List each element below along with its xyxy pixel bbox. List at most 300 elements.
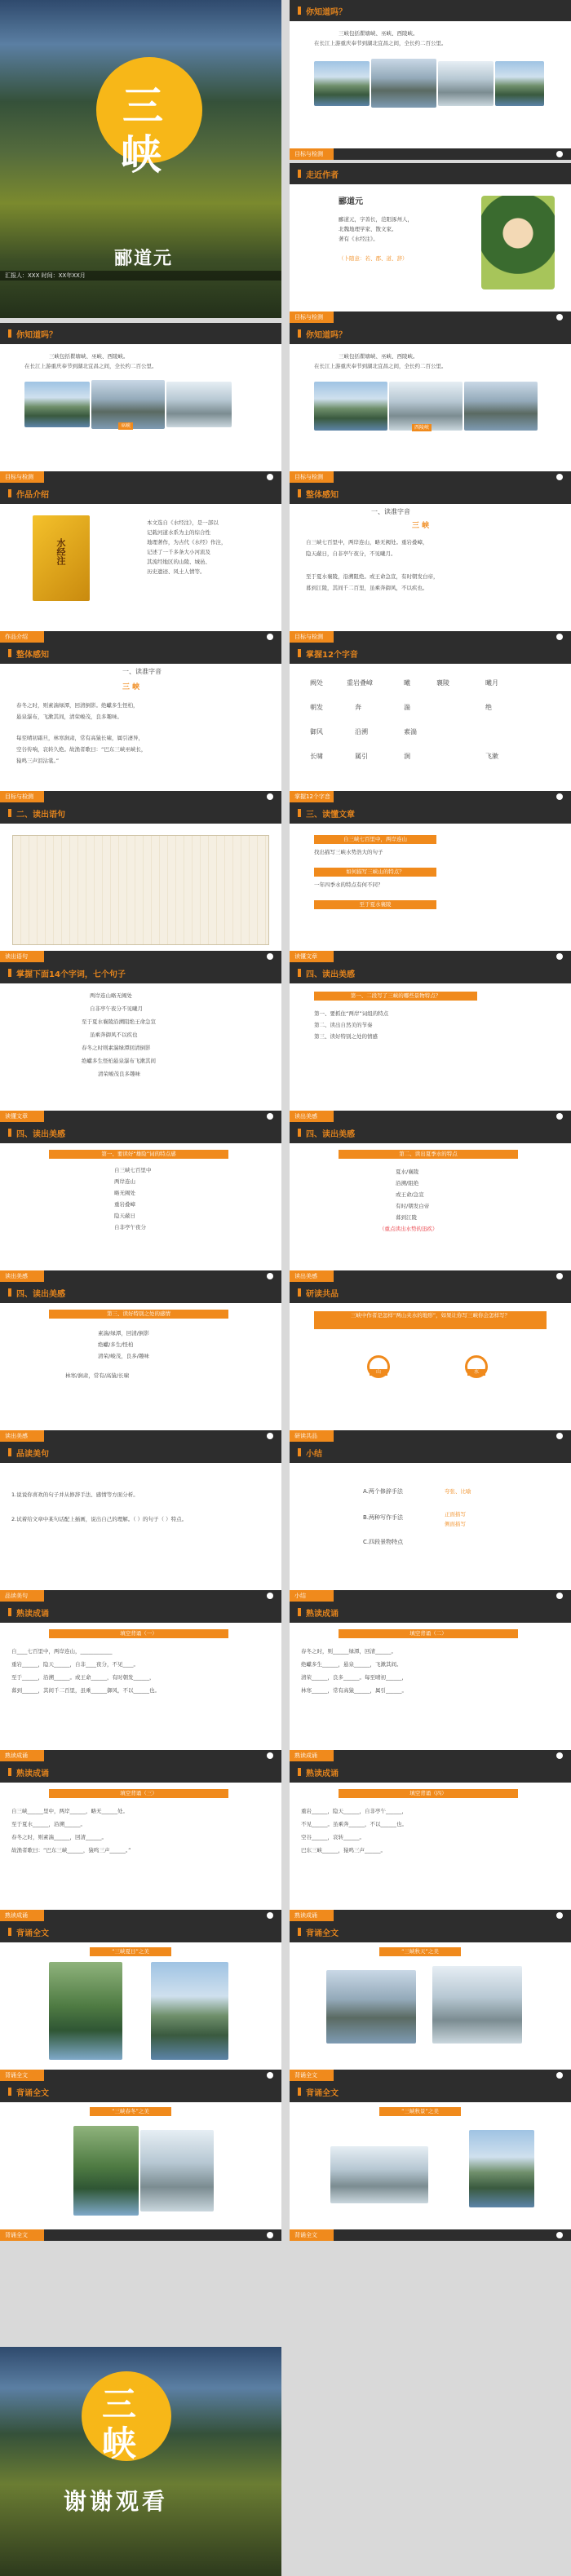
footer-chip: 读出美感 xyxy=(0,1270,44,1282)
slide-title: 作品介绍 xyxy=(16,491,49,500)
author-line: 著有《水经注》。 xyxy=(339,236,378,242)
text-line: 自三峡七百里中，两岸连山，略无阙处。重岩叠嶂， xyxy=(306,539,428,546)
end-slide xyxy=(0,2347,281,2576)
footer-chip: 熟读成诵 xyxy=(0,1750,44,1761)
slide-footer xyxy=(0,1111,281,1122)
footer-chip: 熟读成诵 xyxy=(0,1910,44,1921)
slide-chars xyxy=(290,643,571,802)
slide-footer xyxy=(290,631,571,643)
rhythm-line: 重岩叠嶂 xyxy=(114,1201,135,1208)
slide-work xyxy=(0,483,281,643)
footer-chip: 熟读成诵 xyxy=(290,1750,334,1761)
fill-line: 空谷______，哀转______。 xyxy=(301,1834,365,1840)
slide-title: 背诵全文 xyxy=(16,1929,49,1938)
char-item: 御风 xyxy=(310,728,323,736)
slide-header xyxy=(0,323,281,344)
mountain-circle xyxy=(367,1355,390,1378)
slide-sentences xyxy=(0,1442,281,1602)
cover-slide xyxy=(0,0,281,318)
footer-chip: 读出美感 xyxy=(290,1111,334,1122)
char-item: 重岩叠嶂 xyxy=(347,679,373,687)
slide-footer xyxy=(0,2229,281,2241)
slide-footer xyxy=(0,1750,281,1761)
book-cover xyxy=(33,515,90,601)
page-dot xyxy=(267,953,273,960)
slide-footer xyxy=(0,1590,281,1602)
page-dot xyxy=(556,2072,563,2079)
slide-header xyxy=(290,1122,571,1143)
slide-title: 整体感知 xyxy=(16,651,49,660)
page-dot xyxy=(556,1273,563,1279)
cover-strip: 汇报人：XXX 时间：XX年XX月 xyxy=(0,271,281,281)
scene-image xyxy=(49,1962,122,2060)
scene-image xyxy=(314,61,370,106)
scene-image xyxy=(24,382,90,427)
cover-title-char-2: 峡 xyxy=(121,130,162,179)
scene-image xyxy=(389,382,463,431)
slide-author xyxy=(290,163,571,323)
page-dot xyxy=(556,1433,563,1439)
rhythm-line: 或王命/急宣 xyxy=(396,1191,424,1198)
char-item: 襄陵 xyxy=(436,679,449,687)
scene-image xyxy=(166,382,232,427)
page-dot xyxy=(556,1912,563,1919)
fill-line: 绝巘多生______，悬泉______，飞漱其间。 xyxy=(301,1661,402,1668)
fill-line: 自____七百里中，两岸连山，____________ xyxy=(11,1648,113,1655)
slide-footer xyxy=(290,2070,571,2081)
text-line: 悬泉瀑布，飞漱其间，清荣峻茂，良多趣味。 xyxy=(16,714,122,720)
slide-title: 你知道吗？ xyxy=(306,8,347,17)
page-dot xyxy=(267,1113,273,1120)
text-line: 空谷传响，哀转久绝。故渔者歌曰：“巴东三峡巫峡长， xyxy=(16,746,147,753)
slide-subtitle: 一、读准字音 xyxy=(122,668,162,675)
char-item: 素湍 xyxy=(404,728,417,736)
summary-item: C.四段景物特点 xyxy=(363,1539,404,1545)
slide-1 xyxy=(290,0,571,160)
footer-chip: 背诵全文 xyxy=(290,2229,334,2241)
slide-perceive-2 xyxy=(0,643,281,802)
fill-line: 春冬之时，则______绿潭，回清______。 xyxy=(301,1648,396,1655)
slide-title: 掌握下面14个字词，七个句子 xyxy=(16,970,126,979)
sentence-line: 至于夏水襄陵沿溯阻绝王命急宣 xyxy=(82,1018,156,1025)
thanks-text: 谢谢观看 xyxy=(64,2488,169,2515)
slide-header xyxy=(290,1602,571,1623)
author-line: 郦道元，字善长，范阳涿州人， xyxy=(339,216,413,223)
question-bar: 第三、读好特别之处的感情 xyxy=(49,1310,228,1319)
page-dot xyxy=(267,1752,273,1759)
slide-header xyxy=(0,1442,281,1463)
sentence-line: 两岸连山略无阙处 xyxy=(90,992,132,999)
slide-title: 掌握12个字音 xyxy=(306,651,358,660)
slide-footer xyxy=(290,1111,571,1122)
scene-image xyxy=(326,1970,416,2044)
slide-3 xyxy=(290,323,571,483)
question-bar: 自三峡七百里中，两岸连山 xyxy=(314,835,436,844)
work-line: 历史遗迹、风土人情等。 xyxy=(147,568,206,575)
char-item: 阙处 xyxy=(310,679,323,687)
fill-line: 清荣______，良多______。每至晴初______， xyxy=(301,1674,407,1681)
task-line: 2.试着给文章中某句话配上插画，说出自己的理解。（ ）的句子（ ）特点。 xyxy=(11,1516,188,1522)
rhythm-line: 清荣/峻茂，良多/趣味 xyxy=(98,1353,149,1359)
slide-footer xyxy=(0,1910,281,1921)
point-line: 第二、读出自然美的节奏 xyxy=(314,1022,373,1028)
slide-title: 四、读出美感 xyxy=(16,1130,65,1139)
slide-beauty-2 xyxy=(0,1122,281,1282)
char-item: 曦月 xyxy=(485,679,498,687)
slide-memorize-2 xyxy=(290,1921,571,2081)
work-line: 地理著作，为古代《水经》作注， xyxy=(147,539,227,546)
slide-title: 四、读出美感 xyxy=(306,970,355,979)
question-bar: 第二、读出夏季水的特点 xyxy=(339,1150,518,1159)
slide-footer xyxy=(290,148,571,160)
page-dot xyxy=(267,2232,273,2238)
work-line: 其流经地区的山陵、城邑、 xyxy=(147,559,210,565)
slide-title: 背诵全文 xyxy=(306,2089,339,2098)
slide-header xyxy=(290,1282,571,1303)
slide-footer xyxy=(290,1750,571,1761)
slide-memorize-3 xyxy=(0,2081,281,2241)
work-line: 记述了一千多条大小河流及 xyxy=(147,549,210,555)
slide-subtitle: 一、读准字音 xyxy=(371,508,410,515)
sentence-line: 春冬之时则素湍绿潭回清倒影 xyxy=(82,1045,151,1051)
slide-header xyxy=(290,802,571,824)
scene-image xyxy=(432,1966,522,2044)
page-dot xyxy=(267,1273,273,1279)
fill-line: 春冬之时，则素湍______，回清______。 xyxy=(11,1834,107,1840)
scene-image xyxy=(140,2130,214,2211)
exercise-bar: 填空背诵（四） xyxy=(339,1789,518,1798)
footer-chip: 目标与检测 xyxy=(290,631,334,643)
slide-title: 熟读成诵 xyxy=(16,1770,49,1778)
char-item: 飞漱 xyxy=(485,753,498,760)
theme-bar: “三峡春冬”之美 xyxy=(90,2107,171,2116)
scene-image xyxy=(495,61,544,106)
slide-header xyxy=(290,483,571,504)
slide-title: 背诵全文 xyxy=(306,1929,339,1938)
slide-footer xyxy=(290,1430,571,1442)
sentence-line: 绝巘多生怪柏悬泉瀑布飞漱其间 xyxy=(82,1058,156,1064)
page-dot xyxy=(267,1912,273,1919)
page-dot xyxy=(556,793,563,800)
summary-item: B.两种写作手法 xyxy=(363,1514,404,1521)
summary-item: A.两个修辞手法 xyxy=(363,1488,403,1495)
footer-chip: 作品介绍 xyxy=(0,631,44,643)
theme-bar: “三峡秋天”之美 xyxy=(379,1947,461,1956)
slide-title: 二、读出语句 xyxy=(16,811,65,820)
slide-text: 三峡包括瞿塘峡、巫峡、西陵峡。 xyxy=(49,353,129,360)
theme-bar: “三峡夏日”之美 xyxy=(90,1947,171,1956)
rhythm-line: 素湍/绿潭，回清/倒影 xyxy=(98,1330,149,1337)
book-title: 水经注 xyxy=(55,538,66,565)
page-dot xyxy=(556,953,563,960)
question-line: 找出描写三峡水势浩大的句子 xyxy=(314,849,383,855)
slide-title: 研读共品 xyxy=(306,1290,339,1299)
slide-footer xyxy=(290,1910,571,1921)
scene-image xyxy=(330,2146,428,2203)
slide-footer xyxy=(290,951,571,962)
footer-chip: 读懂文章 xyxy=(290,951,334,962)
slide-footer xyxy=(0,951,281,962)
slide-footer xyxy=(290,471,571,483)
scene-image xyxy=(469,2130,534,2207)
footer-chip: 读出美感 xyxy=(0,1430,44,1442)
slide-footer xyxy=(290,2229,571,2241)
slide-header xyxy=(0,1282,281,1303)
page-dot xyxy=(267,2072,273,2079)
slide-header xyxy=(290,0,571,21)
rhythm-line: 两岸连山 xyxy=(114,1178,135,1185)
footer-chip: 小结 xyxy=(290,1590,334,1602)
char-item: 沿溯 xyxy=(355,728,368,736)
rhythm-line: 略无阙处 xyxy=(114,1190,135,1196)
slide-beauty-1 xyxy=(290,962,571,1122)
slide-title: 走近作者 xyxy=(306,171,339,180)
char-item: 绝 xyxy=(485,704,492,711)
slide-footer xyxy=(0,631,281,643)
question-bar: 三峡中作者是怎样“两山夹水的地形”，如果让你写三峡你会怎样写？ xyxy=(314,1311,547,1329)
exercise-bar: 填空背诵（二） xyxy=(339,1629,518,1638)
scene-image xyxy=(371,59,436,108)
slide-footer xyxy=(0,1430,281,1442)
fill-line: 巴东三峡______，猿鸣三声______。 xyxy=(301,1847,386,1854)
slide-header xyxy=(0,1122,281,1143)
question-bar: 第一、二段写了三峡的哪些景物特点？ xyxy=(314,992,477,1001)
footer-chip: 读出语句 xyxy=(0,951,44,962)
fill-line: 林寒______，常有高猿______，属引______。 xyxy=(301,1687,407,1694)
footer-chip: 目标与检测 xyxy=(0,791,44,802)
slide-footer xyxy=(0,2070,281,2081)
slide-footer xyxy=(290,791,571,802)
work-line: 本文选自《水经注》，是一部以 xyxy=(147,519,219,526)
slide-header xyxy=(0,1761,281,1783)
slide-header xyxy=(0,2081,281,2102)
char-item: 涧 xyxy=(404,753,410,760)
slide-recite-2 xyxy=(290,1602,571,1761)
fill-line: 至于夏水______，沿溯______。 xyxy=(11,1821,86,1827)
fill-line: 暮到______，其间千二百里，虽乘______御风，不以______也。 xyxy=(11,1687,160,1694)
slide-title: 整体感知 xyxy=(306,491,339,500)
question-bar: 第一、要读好“雄险”词的特点感 xyxy=(49,1150,228,1159)
sentence-line: 自非亭午夜分不见曦月 xyxy=(90,1005,143,1012)
char-item: 朝发 xyxy=(310,704,323,711)
slide-understand xyxy=(290,802,571,962)
slide-footer xyxy=(290,1590,571,1602)
summary-note: 夸张、比喻 xyxy=(445,1488,471,1495)
char-item: 属引 xyxy=(355,753,368,760)
water-circle xyxy=(465,1355,488,1378)
image-caption: 西陵峡 xyxy=(412,424,432,431)
author-portrait xyxy=(481,196,555,289)
point-line: 第三、读好特别之处的情感 xyxy=(314,1033,378,1040)
text-line: 至于夏水襄陵，沿溯阻绝。或王命急宣，有时朝发白帝， xyxy=(306,573,439,580)
slide-header xyxy=(0,802,281,824)
slide-title: 小结 xyxy=(306,1450,322,1459)
slide-text: 在长江上游重庆奉节到湖北宜昌之间，全长约二百公里。 xyxy=(314,363,447,369)
rhythm-note: （重点读出水势的迅疾） xyxy=(379,1226,438,1232)
footer-chip: 目标与检测 xyxy=(290,471,334,483)
footer-chip: 熟读成诵 xyxy=(290,1910,334,1921)
summary-note: 正面描写 xyxy=(445,1511,466,1518)
rhythm-line: 夏水/襄陵 xyxy=(396,1169,419,1175)
footer-chip: 目标与检测 xyxy=(290,148,334,160)
image-caption: 巫峡 xyxy=(118,422,133,430)
summary-note: 侧面描写 xyxy=(445,1521,466,1527)
question-bar: 至于夏水襄陵 xyxy=(314,900,436,909)
water-label: 水 xyxy=(467,1369,485,1376)
slide-title: 品读美句 xyxy=(16,1450,49,1459)
footer-chip: 读懂文章 xyxy=(0,1111,44,1122)
slide-footer xyxy=(0,1270,281,1282)
slide-header xyxy=(0,962,281,983)
page-dot xyxy=(556,151,563,157)
slide-title: 熟读成诵 xyxy=(16,1610,49,1619)
slide-footer xyxy=(290,312,571,323)
char-item: 长啸 xyxy=(310,753,323,760)
slide-summary xyxy=(290,1442,571,1602)
footer-chip: 背诵全文 xyxy=(290,2070,334,2081)
slide-header xyxy=(290,1761,571,1783)
sentence-line: 清荣峻茂良多趣味 xyxy=(98,1071,140,1077)
fill-line: 自三峡______里中，两岸______，略无______处。 xyxy=(11,1808,128,1814)
fill-line: 重岩______，隐天______，自非____夜分，不见____。 xyxy=(11,1661,139,1668)
slide-text: 三峡包括瞿塘峡、巫峡、西陵峡。 xyxy=(339,353,418,360)
text-line: 每至晴初霜旦，林寒涧肃，常有高猿长啸，属引凄异， xyxy=(16,735,144,741)
scene-image xyxy=(464,382,538,431)
end-title-char-1: 三 xyxy=(102,2384,137,2424)
page-dot xyxy=(556,2232,563,2238)
slide-perceive-1 xyxy=(290,483,571,643)
author-name: 郦道元 xyxy=(339,197,363,206)
slide-title: 你知道吗？ xyxy=(306,331,347,340)
slide-recite-1 xyxy=(0,1602,281,1761)
slide-header xyxy=(290,962,571,983)
page-dot xyxy=(556,1593,563,1599)
slide-memorize-1 xyxy=(0,1921,281,2081)
fill-line: 不见______。虽乘奔______，不以______也。 xyxy=(301,1821,407,1827)
slide-header xyxy=(0,1602,281,1623)
footer-chip: 品读美句 xyxy=(0,1590,44,1602)
exercise-bar: 填空背诵（一） xyxy=(49,1629,228,1638)
question-bar: 如何描写三峡山的特点？ xyxy=(314,868,436,877)
page-dot xyxy=(556,634,563,640)
point-line: 第一、要抓住“两岸”词组的特点 xyxy=(314,1010,389,1017)
rhythm-line: 沿溯/阻绝 xyxy=(396,1180,419,1186)
slide-text: 在长江上游重庆奉节到湖北宜昌之间，全长约二百公里。 xyxy=(314,40,447,46)
footer-chip: 目标与检测 xyxy=(0,471,44,483)
slide-header xyxy=(290,1921,571,1942)
slide-title: 背诵全文 xyxy=(16,2089,49,2098)
text-line: 暮到江陵，其间千二百里，虽乘奔御风，不以疾也。 xyxy=(306,585,428,591)
rhythm-line: 自非亭午夜分 xyxy=(114,1224,146,1231)
text-heading: 三 峡 xyxy=(412,522,430,530)
slide-recite-4 xyxy=(290,1761,571,1921)
rhythm-line: 暮到江陵 xyxy=(396,1214,417,1221)
author-tag: （卜随意：若、郡、道、辞） xyxy=(339,255,408,262)
fill-line: 至于______，沿溯______。或王命______，有时朝发______， xyxy=(11,1674,155,1681)
footer-chip: 背诵全文 xyxy=(0,2229,44,2241)
theme-bar: “三峡秋景”之美 xyxy=(379,2107,461,2116)
slide-beauty-4 xyxy=(0,1282,281,1442)
task-line: 1.说说你喜欢的句子并从修辞手法、感情等方面分析。 xyxy=(11,1491,139,1498)
slide-title: 熟读成诵 xyxy=(306,1770,339,1778)
slide-study xyxy=(290,1282,571,1442)
scroll-text-image xyxy=(12,835,269,945)
slide-header xyxy=(0,643,281,664)
exercise-bar: 填空背诵（三） xyxy=(49,1789,228,1798)
cover-author: 郦道元 xyxy=(114,249,174,269)
rhythm-line: 隐天蔽日 xyxy=(114,1213,135,1219)
cover-title-char-1: 三 xyxy=(122,82,163,130)
slide-header xyxy=(0,1921,281,1942)
page-dot xyxy=(267,793,273,800)
text-line: 猿鸣三声泪沾裳。” xyxy=(16,758,60,764)
rhythm-line: 有时/朝发白帝 xyxy=(396,1203,430,1209)
slide-read-sentences xyxy=(0,802,281,962)
scene-image xyxy=(91,380,165,429)
slide-header xyxy=(290,163,571,184)
page-dot xyxy=(556,314,563,320)
slide-beauty-3 xyxy=(290,1122,571,1282)
slide-title: 熟读成诵 xyxy=(306,1610,339,1619)
slide-footer xyxy=(0,791,281,802)
page-dot xyxy=(556,1113,563,1120)
slide-header xyxy=(290,2081,571,2102)
scene-image xyxy=(73,2126,139,2216)
scene-image xyxy=(438,61,494,106)
sentence-line: 虽乘奔御风不以疾也 xyxy=(90,1032,138,1038)
mountain-label: 山 xyxy=(370,1369,387,1376)
page-dot xyxy=(267,1593,273,1599)
char-item: 曦 xyxy=(404,679,410,687)
footer-chip: 目标与检测 xyxy=(290,312,334,323)
slide-header xyxy=(290,323,571,344)
footer-chip: 背诵全文 xyxy=(0,2070,44,2081)
slide-2 xyxy=(0,323,281,483)
footer-chip: 读出美感 xyxy=(290,1270,334,1282)
slide-memorize-4 xyxy=(290,2081,571,2241)
footer-chip: 掌握12个字音 xyxy=(290,791,334,802)
rhythm-line: 自三峡七百里中 xyxy=(114,1167,152,1173)
slide-footer xyxy=(0,471,281,483)
slide-footer xyxy=(290,1270,571,1282)
text-heading: 三 峡 xyxy=(122,683,140,691)
slide-header xyxy=(290,1442,571,1463)
slide-recite-3 xyxy=(0,1761,281,1921)
author-line: 北魏地理学家、散文家。 xyxy=(339,226,397,232)
slide-title: 四、读出美感 xyxy=(16,1290,65,1299)
text-line: 隐天蔽日，自非亭午夜分，不见曦月。 xyxy=(306,550,396,557)
slide-text: 三峡包括瞿塘峡、巫峡、西陵峡。 xyxy=(339,30,418,37)
slide-header xyxy=(0,483,281,504)
rhythm-line: 林寒/涧肃，常有/高猿/长啸 xyxy=(65,1372,130,1379)
page-dot xyxy=(267,1433,273,1439)
question-line: 一年四季水的特点有何不同？ xyxy=(314,881,383,888)
text-line: 春冬之时，则素湍绿潭，回清倒影。绝巘多生怪柏， xyxy=(16,702,139,709)
scene-image xyxy=(314,382,387,431)
rhythm-line: 绝巘/多生/怪柏 xyxy=(98,1341,134,1348)
page-dot xyxy=(556,474,563,480)
slide-title: 你知道吗？ xyxy=(16,331,57,340)
char-item: 湍 xyxy=(404,704,410,711)
page-dot xyxy=(267,634,273,640)
char-item: 奔 xyxy=(355,704,361,711)
slide-title: 三、读懂文章 xyxy=(306,811,355,820)
slide-14-words xyxy=(0,962,281,1122)
slide-text: 在长江上游重庆奉节到湖北宜昌之间，全长约二百公里。 xyxy=(24,363,157,369)
slide-title: 四、读出美感 xyxy=(306,1130,355,1139)
fill-line: 重岩______，隐天______，自非亭午______， xyxy=(301,1808,407,1814)
page-dot xyxy=(267,474,273,480)
